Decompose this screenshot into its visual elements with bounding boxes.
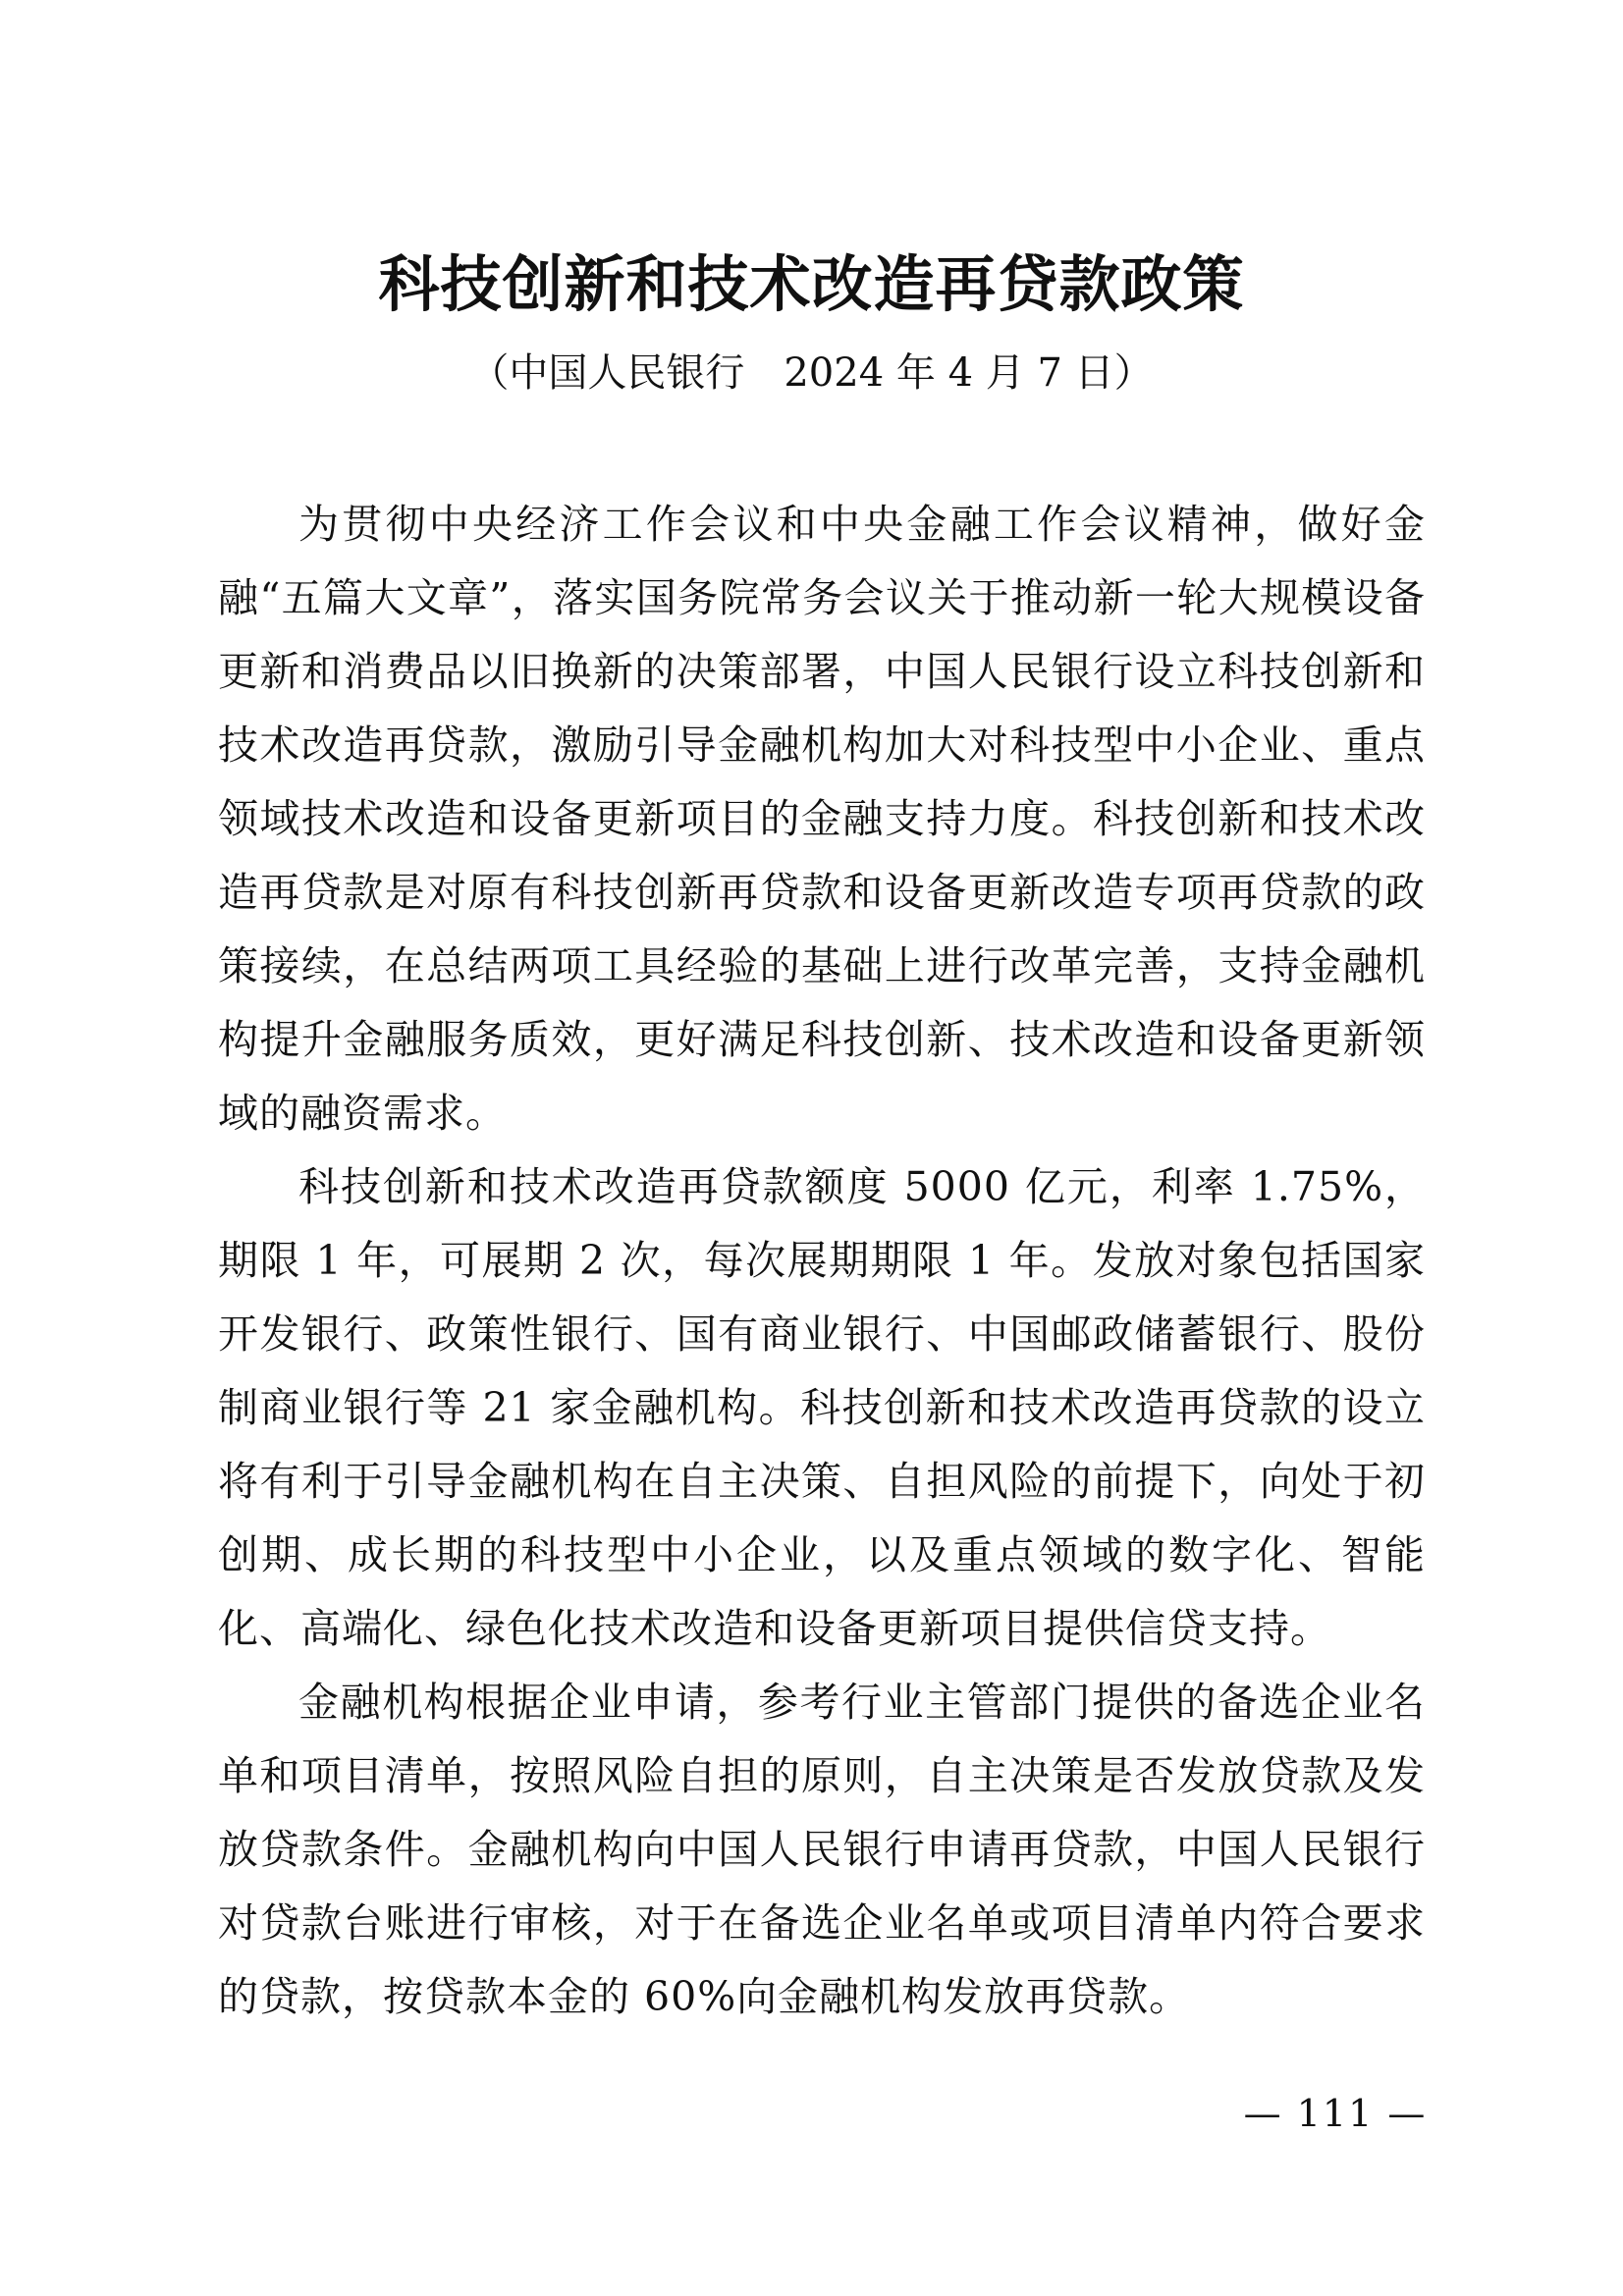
body-paragraph-1: 为贯彻中央经济工作会议和中央金融工作会议精神，做好金融“五篇大文章”，落实国务院常务会议关于推动新一轮大规模设备更新和消费品以旧换新的决策部署，中国人民银行设立科技创新和技术改造再贷款，激励引导金融机构加大对科技型中小企业、重点领域技术改造和设备更新项目的金融支持力度。科技创新和技术改造再贷款是对原有科技创新再贷款和设备更新改造专项再贷款的政策接续，在总结两项工具经验的基础上进行改革完善，支持金融机构提升金融服务质效，更好满足科技创新、技术改造和设备更新领域的融资需求。 xyxy=(218,501,1426,1137)
page-title: 科技创新和技术改造再贷款政策 xyxy=(378,248,1245,320)
document-body xyxy=(218,488,1426,2034)
body-paragraph-2: 科技创新和技术改造再贷款额度 5000 亿元，利率 1.75%，期限 1 年，可展期 2 次，每次展期期限 1 年。发放对象包括国家开发银行、政策性银行、国有商业银行、中国邮政储蓄银行、股份制商业银行等 21 家金融机构。科技创新和技术改造再贷款的设立将有利于引导金融机构在自主决策、自担风险的前提下，向处于初创期、成长期的科技型中小企业，以及重点领域的数字化、智能化、高端化、绿色化技术改造和设备更新项目提供信贷支持。 xyxy=(218,1163,1426,1652)
page-number: — 111 — xyxy=(1243,2092,1428,2135)
body-paragraph-3: 金融机构根据企业申请，参考行业主管部门提供的备选企业名单和项目清单，按照风险自担的原则，自主决策是否发放贷款及发放贷款条件。金融机构向中国人民银行申请再贷款，中国人民银行对贷款台账进行审核，对于在备选企业名单或项目清单内符合要求的贷款，按贷款本金的 60%向金融机构发放再贷款。 xyxy=(218,1679,1426,2020)
page-subtitle: （中国人民银行 2024 年 4 月 7 日） xyxy=(469,350,1154,396)
